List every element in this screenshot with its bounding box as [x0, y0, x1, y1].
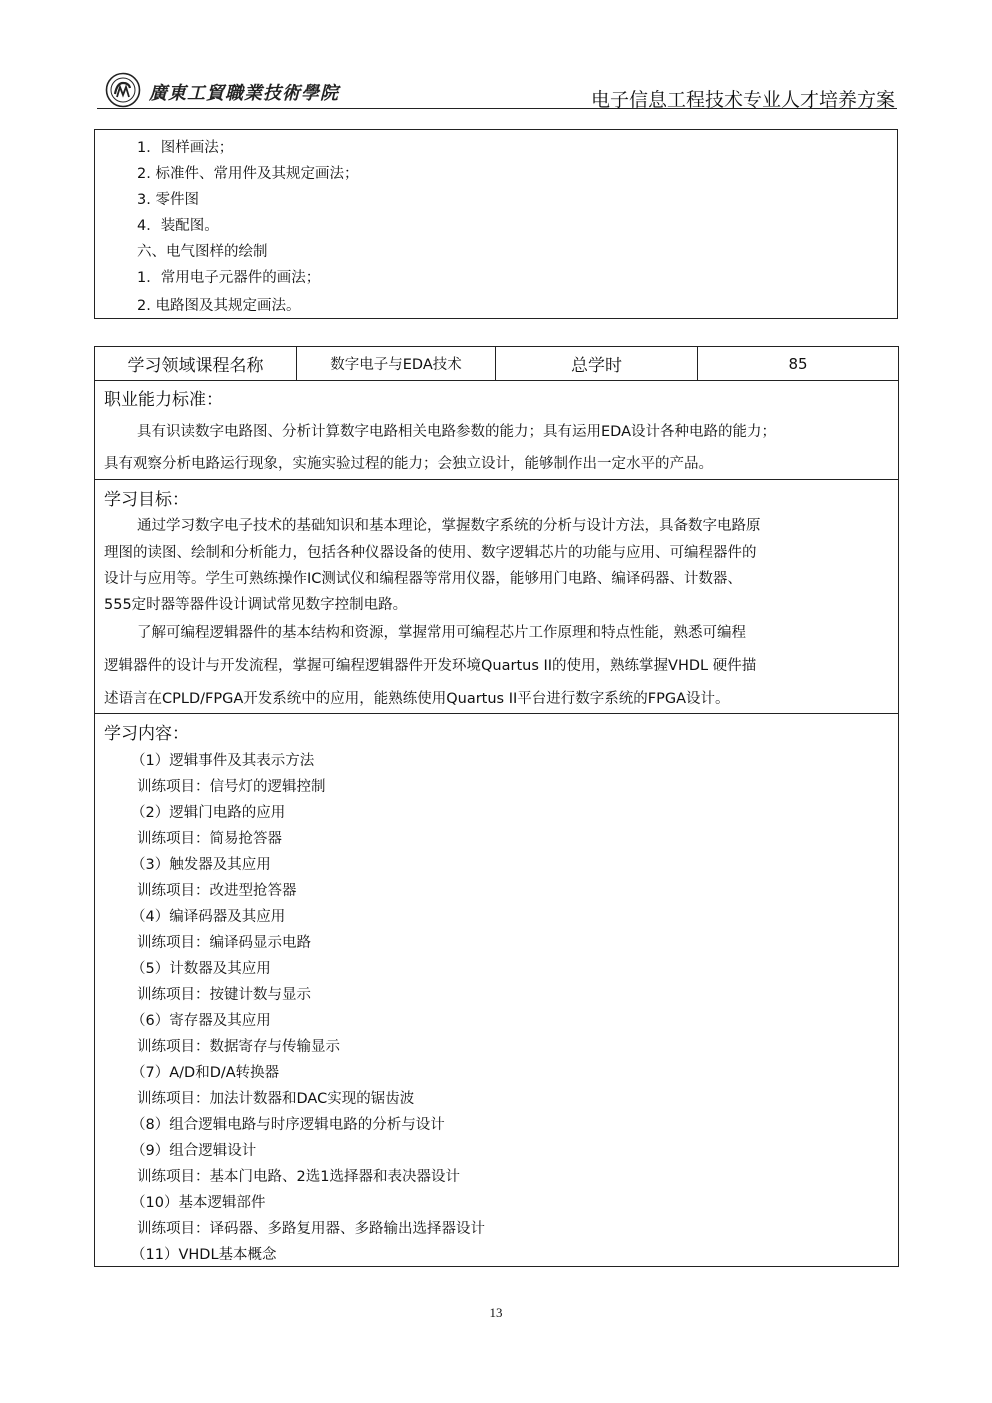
ability-line: 具有观察分析电路运行现象，实施实验过程的能力；会独立设计，能够制作出一定水平的产品。 — [104, 456, 713, 472]
school-emblem-icon — [105, 72, 141, 108]
goal-line: 逻辑器件的设计与开发流程，掌握可编程逻辑器件开发环境Quartus II的使用，熟练掌握VHDL 硬件描 — [104, 658, 757, 674]
content-item: （1）逻辑事件及其表示方法 — [131, 753, 315, 769]
content-item: （8）组合逻辑电路与时序逻辑电路的分析与设计 — [131, 1117, 445, 1133]
goal-line: 设计与应用等。学生可熟练操作IC测试仪和编程器等常用仪器，能够用门电路、编译码器、计数器、 — [104, 571, 742, 587]
content-item: （10）基本逻辑部件 — [131, 1195, 266, 1211]
course-table — [94, 346, 899, 1267]
list-item: 2. 电路图及其规定画法。 — [137, 298, 301, 314]
course-name-label: 学习领域课程名称 — [127, 356, 264, 376]
content-item: （11）VHDL基本概念 — [131, 1247, 277, 1263]
section-divider — [95, 479, 898, 480]
goal-line: 了解可编程逻辑器件的基本结构和资源，掌握常用可编程芯片工作原理和特点性能，熟悉可编程 — [137, 625, 746, 641]
total-hours-value: 85 — [788, 354, 808, 373]
content-item: 训练项目：简易抢答器 — [137, 831, 282, 847]
section-heading: 六、电气图样的绘制 — [137, 244, 268, 260]
content-item: （6）寄存器及其应用 — [131, 1013, 271, 1029]
list-item: 3. 零件图 — [137, 192, 199, 208]
total-hours-label: 总学时 — [571, 356, 622, 376]
content-item: （5）计数器及其应用 — [131, 961, 271, 977]
goal-line: 述语言在CPLD/FPGA开发系统中的应用，能熟练使用Quartus II平台进行数字系统的FPGA设计。 — [104, 691, 730, 707]
content-item: （4）编译码器及其应用 — [131, 909, 286, 925]
content-item: 训练项目：信号灯的逻辑控制 — [137, 779, 326, 795]
course-name-value: 数字电子与EDA技术 — [330, 357, 462, 373]
content-item: 训练项目：译码器、多路复用器、多路输出选择器设计 — [137, 1221, 485, 1237]
content-item: 训练项目：基本门电路、2选1选择器和表决器设计 — [137, 1169, 460, 1185]
content-item: 训练项目：按键计数与显示 — [137, 987, 311, 1003]
page-header — [105, 68, 895, 112]
content-item: （7）A/D和D/A转换器 — [131, 1065, 280, 1081]
ability-title: 职业能力标准： — [104, 390, 223, 410]
content-item: 训练项目：编译码显示电路 — [137, 935, 311, 951]
list-item: 2. 标准件、常用件及其规定画法； — [137, 166, 359, 182]
goal-line: 通过学习数字电子技术的基础知识和基本理论，掌握数字系统的分析与设计方法，具备数字电路原 — [137, 518, 761, 534]
content-item: （3）触发器及其应用 — [131, 857, 271, 873]
section-divider — [95, 713, 898, 714]
school-name: 廣東工貿職業技術學院 — [149, 83, 339, 104]
content-item: 训练项目：数据寄存与传输显示 — [137, 1039, 340, 1055]
document-title: 电子信息工程技术专业人才培养方案 — [590, 89, 895, 111]
goal-line: 555定时器等器件设计调试常见数字控制电路。 — [104, 597, 408, 613]
list-item: 4．装配图。 — [137, 218, 219, 234]
course-header-row — [95, 347, 898, 381]
content-item: 训练项目：改进型抢答器 — [137, 883, 297, 899]
ability-line: 具有识读数字电路图、分析计算数字电路相关电路参数的能力；具有运用EDA设计各种电路的能力； — [137, 424, 776, 440]
list-item: 1．常用电子元器件的画法； — [137, 270, 321, 286]
content-title: 学习内容： — [104, 724, 189, 744]
content-item: 训练项目：加法计数器和DAC实现的锯齿波 — [137, 1091, 415, 1107]
previous-content-box — [94, 129, 898, 319]
goal-line: 理图的读图、绘制和分析能力，包括各种仪器设备的使用、数字逻辑芯片的功能与应用、可编程器件的 — [104, 545, 757, 561]
list-item: 1．图样画法； — [137, 140, 234, 156]
content-item: （9）组合逻辑设计 — [131, 1143, 257, 1159]
header-divider — [97, 108, 897, 109]
page-number: 13 — [489, 1305, 503, 1320]
content-item: （2）逻辑门电路的应用 — [131, 805, 286, 821]
goal-title: 学习目标： — [104, 490, 189, 510]
